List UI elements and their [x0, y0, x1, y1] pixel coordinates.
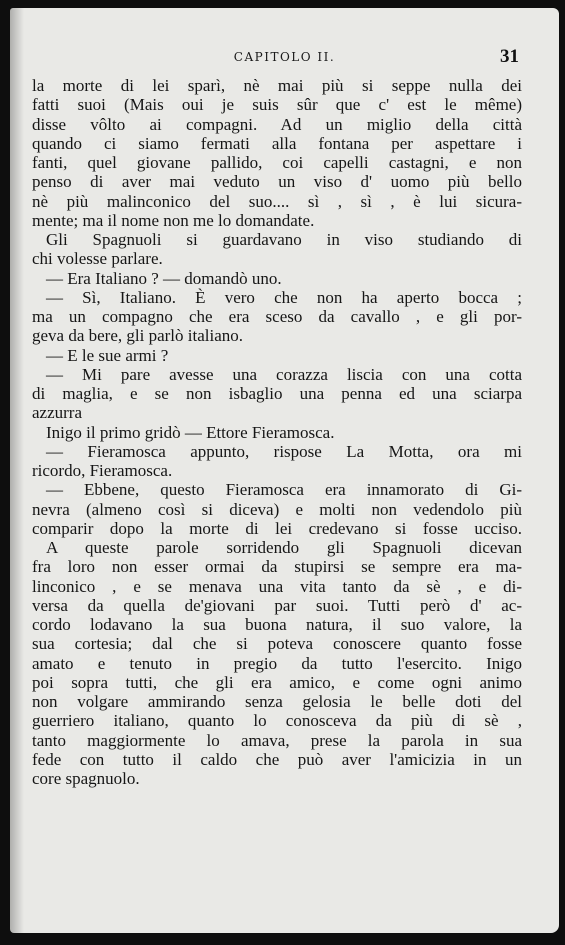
text-line: ricordo, Fieramosca. [32, 461, 173, 480]
text-line: disse vôlto ai compagni. Ad un miglio della città [32, 114, 522, 134]
text-line: tanto maggiormente lo amava, prese la parola in sua [32, 730, 522, 750]
page-header [10, 46, 559, 72]
text-line: poi sopra tutti, che gli era amico, e come ogni animo [32, 672, 522, 692]
text-line: fra loro non esser ormai da stupirsi se sempre era ma- [32, 557, 522, 577]
text-line: guerriero italiano, quanto lo conosceva da più di sè , [32, 711, 522, 731]
text-line: fede con tutto il caldo che può aver l'amicizia in un [32, 749, 522, 769]
text-line: fatti suoi (Mais oui je suis sûr que c' est le même) [32, 95, 522, 115]
text-line: azzurra [32, 403, 83, 423]
text-line: geva da bere, gli parlò italiano. [32, 326, 243, 346]
text-line: di maglia, e se non isbaglio una penna ed una sciarpa [32, 384, 522, 403]
text-line: A queste parole sorridendo gli Spagnuoli dicevan [46, 538, 522, 557]
text-line: core spagnuolo. [32, 769, 140, 788]
text-line: linconico , e se menava una vita tanto da sè , e di- [32, 576, 522, 596]
text-line: ma un compagno che era sceso da cavallo , e gli por- [32, 307, 522, 326]
text-line: — E le sue armi ? [46, 345, 169, 365]
text-line: — Sì, Italiano. È vero che non ha aperto bocca ; [46, 287, 522, 307]
text-line: chi volesse parlare. [32, 249, 163, 269]
text-line: — Fieramosca appunto, rispose La Motta, ora mi [46, 441, 522, 461]
text-line: quando ci siamo fermati alla fontana per aspettare i [32, 133, 522, 153]
text-line: cordo lodavano la sua buona natura, il suo valore, la [32, 615, 522, 634]
text-line: sua cortesia; dal che si poteva conoscere quanto fosse [32, 634, 522, 654]
text-line: — Mi pare avesse una corazza liscia con una cotta [46, 364, 522, 384]
body-text [32, 76, 522, 788]
text-line: penso di aver mai veduto un viso d' uomo più bello [32, 172, 522, 192]
text-line: amato e tenuto in pregio da tutto l'esercito. Inigo [32, 653, 522, 673]
text-line: la morte di lei sparì, nè mai più si seppe nulla dei [32, 76, 522, 95]
text-line: nevra (almeno così si diceva) e molti non vedendolo più [32, 499, 522, 519]
text-line: mente; ma il nome non me lo domandate. [32, 210, 315, 230]
text-line: fanti, quel giovane pallido, coi capelli castagni, e non [32, 153, 522, 172]
text-line: non volgare ammirando senza gelosia le belle doti del [32, 692, 522, 711]
text-line: versa da quella de'giovani par suoi. Tutti però d' ac- [32, 595, 522, 615]
text-line: — Ebbene, questo Fieramosca era innamorato di Gi- [46, 480, 522, 500]
running-head: CAPITOLO II. [233, 50, 336, 64]
book-page [10, 8, 559, 933]
text-line: Inigo il primo gridò — Ettore Fieramosca. [46, 422, 335, 442]
text-line: Gli Spagnuoli si guardavano in viso studiando di [46, 230, 522, 249]
text-line: — Era Italiano ? — domandò uno. [46, 268, 282, 288]
text-line: nè più malinconico del suo.... sì , sì , è lui sicura- [32, 191, 522, 211]
text-line: comparir dopo la morte di lei credevano si fosse ucciso. [32, 518, 522, 538]
page-number: 31 [500, 46, 519, 67]
